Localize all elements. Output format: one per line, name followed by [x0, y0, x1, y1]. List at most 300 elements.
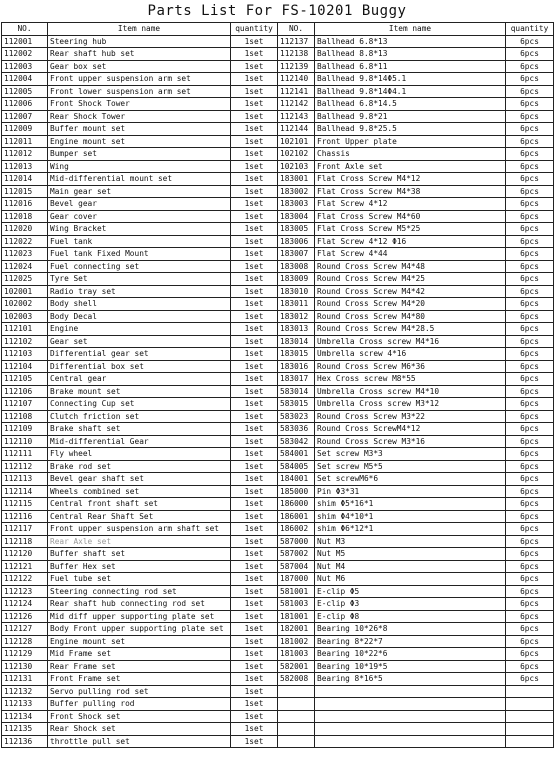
table-row [2, 310, 554, 323]
item-name-cell [315, 710, 506, 723]
item-name-cell: Central Rear Shaft Set [48, 510, 231, 523]
part-number-cell: 102101 [278, 135, 315, 148]
item-name-cell: Gear box set [48, 60, 231, 73]
table-row [2, 98, 554, 111]
quantity-cell: 6pcs [506, 160, 554, 173]
quantity-cell: 1set [231, 698, 278, 711]
header-item-right: Item name [315, 23, 506, 36]
quantity-cell [506, 698, 554, 711]
item-name-cell: Front Upper plate [315, 135, 506, 148]
quantity-cell: 6pcs [506, 48, 554, 61]
table-row [2, 260, 554, 273]
quantity-cell: 6pcs [506, 610, 554, 623]
part-number-cell: 183004 [278, 210, 315, 223]
quantity-cell: 1set [231, 660, 278, 673]
quantity-cell: 1set [231, 135, 278, 148]
part-number-cell: 112105 [2, 373, 48, 386]
item-name-cell: Front Shock Tower [48, 98, 231, 111]
item-name-cell: Gear cover [48, 210, 231, 223]
table-row [2, 623, 554, 636]
quantity-cell: 6pcs [506, 148, 554, 161]
part-number-cell: 112014 [2, 173, 48, 186]
quantity-cell: 1set [231, 548, 278, 561]
item-name-cell: Main gear set [48, 185, 231, 198]
item-name-cell: Round Cross Screw M4*48 [315, 260, 506, 273]
quantity-cell: 6pcs [506, 460, 554, 473]
part-number-cell: 183015 [278, 348, 315, 361]
item-name-cell: Front Axle set [315, 160, 506, 173]
part-number-cell: 183002 [278, 185, 315, 198]
part-number-cell: 102002 [2, 298, 48, 311]
item-name-cell: Flat Cross Screw M4*60 [315, 210, 506, 223]
item-name-cell: Ballhead 6.8*13 [315, 35, 506, 48]
part-number-cell: 112127 [2, 623, 48, 636]
quantity-cell: 6pcs [506, 373, 554, 386]
item-name-cell: Set screw M5*5 [315, 460, 506, 473]
quantity-cell: 6pcs [506, 85, 554, 98]
part-number-cell: 112121 [2, 560, 48, 573]
item-name-cell: Buffer Hex set [48, 560, 231, 573]
part-number-cell: 182001 [278, 623, 315, 636]
item-name-cell: Round Cross Screw M3*22 [315, 410, 506, 423]
part-number-cell: 112142 [278, 98, 315, 111]
part-number-cell: 584005 [278, 460, 315, 473]
part-number-cell: 112109 [2, 423, 48, 436]
quantity-cell: 6pcs [506, 398, 554, 411]
table-row [2, 585, 554, 598]
quantity-cell: 6pcs [506, 298, 554, 311]
table-row [2, 335, 554, 348]
quantity-cell: 1set [231, 673, 278, 686]
part-number-cell: 183001 [278, 173, 315, 186]
part-number-cell: 112112 [2, 460, 48, 473]
item-name-cell [315, 698, 506, 711]
part-number-cell: 112117 [2, 523, 48, 536]
part-number-cell: 112113 [2, 473, 48, 486]
part-number-cell: 112124 [2, 598, 48, 611]
quantity-cell: 6pcs [506, 448, 554, 461]
item-name-cell: Bevel gear [48, 198, 231, 211]
quantity-cell: 6pcs [506, 598, 554, 611]
table-row [2, 635, 554, 648]
part-number-cell: 183005 [278, 223, 315, 236]
part-number-cell: 112005 [2, 85, 48, 98]
item-name-cell: Round Cross Screw M3*16 [315, 435, 506, 448]
part-number-cell [278, 698, 315, 711]
part-number-cell: 112122 [2, 573, 48, 586]
item-name-cell: Mid diff upper supporting plate set [48, 610, 231, 623]
item-name-cell: Mid-differential Gear [48, 435, 231, 448]
item-name-cell: Central gear [48, 373, 231, 386]
part-number-cell: 112136 [2, 735, 48, 748]
quantity-cell: 6pcs [506, 485, 554, 498]
quantity-cell: 6pcs [506, 360, 554, 373]
header-no-right: NO. [278, 23, 315, 36]
item-name-cell: Bearing 10*26*8 [315, 623, 506, 636]
quantity-cell [506, 723, 554, 736]
part-number-cell: 183014 [278, 335, 315, 348]
item-name-cell: Rear shaft hub set [48, 48, 231, 61]
parts-table [1, 22, 554, 748]
part-number-cell: 112111 [2, 448, 48, 461]
item-name-cell: Nut M5 [315, 548, 506, 561]
part-number-cell: 112102 [2, 335, 48, 348]
part-number-cell: 112108 [2, 410, 48, 423]
item-name-cell: Ballhead 9.8*14Φ5.1 [315, 73, 506, 86]
quantity-cell: 1set [231, 473, 278, 486]
table-row [2, 173, 554, 186]
quantity-cell: 6pcs [506, 560, 554, 573]
quantity-cell: 6pcs [506, 73, 554, 86]
quantity-cell: 1set [231, 635, 278, 648]
part-number-cell: 581003 [278, 598, 315, 611]
part-number-cell: 112009 [2, 123, 48, 136]
table-row [2, 448, 554, 461]
part-number-cell: 583036 [278, 423, 315, 436]
quantity-cell: 6pcs [506, 585, 554, 598]
item-name-cell: Flat Screw 4*12 Φ16 [315, 235, 506, 248]
part-number-cell: 186002 [278, 523, 315, 536]
part-number-cell: 582001 [278, 660, 315, 673]
quantity-cell: 6pcs [506, 548, 554, 561]
table-row [2, 685, 554, 698]
quantity-cell: 1set [231, 60, 278, 73]
table-row [2, 273, 554, 286]
item-name-cell: Wing [48, 160, 231, 173]
item-name-cell: Mid Frame set [48, 648, 231, 661]
item-name-cell: Bearing 10*19*5 [315, 660, 506, 673]
part-number-cell: 112018 [2, 210, 48, 223]
item-name-cell: Nut M3 [315, 535, 506, 548]
part-number-cell: 112023 [2, 248, 48, 261]
quantity-cell: 1set [231, 248, 278, 261]
quantity-cell: 1set [231, 723, 278, 736]
item-name-cell: Umbrella screw 4*16 [315, 348, 506, 361]
quantity-cell: 1set [231, 398, 278, 411]
quantity-cell [506, 685, 554, 698]
quantity-cell: 1set [231, 98, 278, 111]
quantity-cell: 1set [231, 573, 278, 586]
quantity-cell: 1set [231, 523, 278, 536]
table-row [2, 160, 554, 173]
quantity-cell: 6pcs [506, 185, 554, 198]
part-number-cell: 112016 [2, 198, 48, 211]
item-name-cell: Round Cross Screw M4*42 [315, 285, 506, 298]
part-number-cell: 183013 [278, 323, 315, 336]
quantity-cell: 1set [231, 435, 278, 448]
part-number-cell: 587000 [278, 535, 315, 548]
part-number-cell: 112137 [278, 35, 315, 48]
part-number-cell: 587004 [278, 560, 315, 573]
item-name-cell: Steering connecting rod set [48, 585, 231, 598]
part-number-cell: 183003 [278, 198, 315, 211]
part-number-cell: 112134 [2, 710, 48, 723]
part-number-cell: 583014 [278, 385, 315, 398]
quantity-cell [506, 735, 554, 748]
item-name-cell: E-clip Φ8 [315, 610, 506, 623]
quantity-cell: 1set [231, 273, 278, 286]
quantity-cell: 1set [231, 123, 278, 136]
quantity-cell: 1set [231, 485, 278, 498]
part-number-cell: 112106 [2, 385, 48, 398]
quantity-cell: 1set [231, 385, 278, 398]
quantity-cell: 1set [231, 35, 278, 48]
header-no-left: NO. [2, 23, 48, 36]
quantity-cell: 1set [231, 648, 278, 661]
item-name-cell: Buffer pulling rod [48, 698, 231, 711]
item-name-cell: Gear set [48, 335, 231, 348]
table-row [2, 673, 554, 686]
quantity-cell: 1set [231, 410, 278, 423]
quantity-cell: 6pcs [506, 635, 554, 648]
quantity-cell: 1set [231, 185, 278, 198]
quantity-cell: 1set [231, 360, 278, 373]
quantity-cell: 1set [231, 373, 278, 386]
table-row [2, 235, 554, 248]
quantity-cell: 1set [231, 323, 278, 336]
quantity-cell: 6pcs [506, 135, 554, 148]
quantity-cell: 1set [231, 685, 278, 698]
part-number-cell: 112001 [2, 35, 48, 48]
quantity-cell: 1set [231, 448, 278, 461]
quantity-cell: 1set [231, 498, 278, 511]
item-name-cell: Central front shaft set [48, 498, 231, 511]
quantity-cell: 1set [231, 298, 278, 311]
quantity-cell: 6pcs [506, 60, 554, 73]
item-name-cell: Round Cross Screw M6*36 [315, 360, 506, 373]
quantity-cell: 1set [231, 48, 278, 61]
part-number-cell: 112013 [2, 160, 48, 173]
table-row [2, 135, 554, 148]
part-number-cell: 183008 [278, 260, 315, 273]
table-row [2, 85, 554, 98]
quantity-cell: 6pcs [506, 473, 554, 486]
quantity-cell: 1set [231, 535, 278, 548]
table-header-row [2, 23, 554, 36]
part-number-cell: 112006 [2, 98, 48, 111]
part-number-cell: 583042 [278, 435, 315, 448]
item-name-cell: Front Shock set [48, 710, 231, 723]
part-number-cell: 183006 [278, 235, 315, 248]
table-row [2, 323, 554, 336]
item-name-cell: Buffer mount set [48, 123, 231, 136]
part-number-cell: 112118 [2, 535, 48, 548]
item-name-cell [315, 685, 506, 698]
item-name-cell: Engine mount set [48, 635, 231, 648]
item-name-cell: Fuel tube set [48, 573, 231, 586]
table-row [2, 435, 554, 448]
item-name-cell: throttle pull set [48, 735, 231, 748]
part-number-cell: 102003 [2, 310, 48, 323]
quantity-cell: 1set [231, 610, 278, 623]
quantity-cell: 6pcs [506, 673, 554, 686]
part-number-cell: 112012 [2, 148, 48, 161]
item-name-cell: Round Cross Screw M4*25 [315, 273, 506, 286]
quantity-cell: 1set [231, 110, 278, 123]
part-number-cell: 112104 [2, 360, 48, 373]
table-row [2, 385, 554, 398]
quantity-cell: 6pcs [506, 260, 554, 273]
quantity-cell: 6pcs [506, 248, 554, 261]
item-name-cell: Umbrella Cross screw M4*16 [315, 335, 506, 348]
table-row [2, 698, 554, 711]
quantity-cell: 6pcs [506, 335, 554, 348]
part-number-cell: 112022 [2, 235, 48, 248]
item-name-cell: Mid-differential mount set [48, 173, 231, 186]
part-number-cell: 583015 [278, 398, 315, 411]
table-row [2, 485, 554, 498]
item-name-cell: Body shell [48, 298, 231, 311]
part-number-cell: 112120 [2, 548, 48, 561]
table-row [2, 610, 554, 623]
item-name-cell: Fuel tank [48, 235, 231, 248]
part-number-cell: 583023 [278, 410, 315, 423]
table-row [2, 48, 554, 61]
part-number-cell: 112116 [2, 510, 48, 523]
item-name-cell: Hex Cross screw M8*55 [315, 373, 506, 386]
part-number-cell: 183017 [278, 373, 315, 386]
item-name-cell: shim Φ4*10*1 [315, 510, 506, 523]
part-number-cell: 112132 [2, 685, 48, 698]
table-row [2, 598, 554, 611]
quantity-cell: 6pcs [506, 273, 554, 286]
quantity-cell [506, 710, 554, 723]
item-name-cell: Ballhead 9.8*14Φ4.1 [315, 85, 506, 98]
quantity-cell: 1set [231, 623, 278, 636]
part-number-cell: 181003 [278, 648, 315, 661]
table-row [2, 498, 554, 511]
part-number-cell: 184001 [278, 473, 315, 486]
item-name-cell: Fuel connecting set [48, 260, 231, 273]
part-number-cell: 112139 [278, 60, 315, 73]
table-row [2, 185, 554, 198]
part-number-cell: 183007 [278, 248, 315, 261]
quantity-cell: 1set [231, 173, 278, 186]
part-number-cell [278, 723, 315, 736]
item-name-cell: Front upper suspension arm shaft set [48, 523, 231, 536]
quantity-cell: 1set [231, 160, 278, 173]
part-number-cell: 581001 [278, 585, 315, 598]
table-row [2, 373, 554, 386]
item-name-cell: Bearing 8*22*7 [315, 635, 506, 648]
part-number-cell: 183009 [278, 273, 315, 286]
quantity-cell: 1set [231, 235, 278, 248]
table-row [2, 73, 554, 86]
header-item-left: Item name [48, 23, 231, 36]
quantity-cell: 1set [231, 735, 278, 748]
quantity-cell: 6pcs [506, 348, 554, 361]
quantity-cell: 1set [231, 335, 278, 348]
table-row [2, 110, 554, 123]
part-number-cell: 183012 [278, 310, 315, 323]
table-row [2, 510, 554, 523]
quantity-cell: 6pcs [506, 235, 554, 248]
quantity-cell: 1set [231, 460, 278, 473]
part-number-cell: 181002 [278, 635, 315, 648]
part-number-cell: 112007 [2, 110, 48, 123]
item-name-cell: Radio tray set [48, 285, 231, 298]
item-name-cell: Wheels combined set [48, 485, 231, 498]
item-name-cell: Body Decal [48, 310, 231, 323]
item-name-cell: Bearing 8*16*5 [315, 673, 506, 686]
quantity-cell: 1set [231, 710, 278, 723]
item-name-cell: Round Cross ScrewM4*12 [315, 423, 506, 436]
quantity-cell: 6pcs [506, 198, 554, 211]
table-row [2, 648, 554, 661]
table-row [2, 285, 554, 298]
item-name-cell: Ballhead 8.8*13 [315, 48, 506, 61]
quantity-cell: 1set [231, 310, 278, 323]
quantity-cell: 6pcs [506, 573, 554, 586]
item-name-cell: Ballhead 6.8*14.5 [315, 98, 506, 111]
quantity-cell: 1set [231, 223, 278, 236]
table-row [2, 535, 554, 548]
quantity-cell: 1set [231, 423, 278, 436]
part-number-cell: 112025 [2, 273, 48, 286]
part-number-cell: 112131 [2, 673, 48, 686]
part-number-cell: 112123 [2, 585, 48, 598]
item-name-cell: shim Φ6*12*1 [315, 523, 506, 536]
table-row [2, 460, 554, 473]
part-number-cell: 183010 [278, 285, 315, 298]
item-name-cell: Front lower suspension arm set [48, 85, 231, 98]
part-number-cell: 183011 [278, 298, 315, 311]
table-row [2, 248, 554, 261]
part-number-cell: 112126 [2, 610, 48, 623]
part-number-cell: 112128 [2, 635, 48, 648]
quantity-cell: 1set [231, 148, 278, 161]
quantity-cell: 6pcs [506, 410, 554, 423]
item-name-cell: Flat Screw 4*12 [315, 198, 506, 211]
item-name-cell: Umbrella Cross screw M3*12 [315, 398, 506, 411]
part-number-cell: 187000 [278, 573, 315, 586]
table-row [2, 148, 554, 161]
part-number-cell [278, 685, 315, 698]
quantity-cell: 1set [231, 260, 278, 273]
quantity-cell: 1set [231, 510, 278, 523]
item-name-cell: Fuel tank Fixed Mount [48, 248, 231, 261]
item-name-cell: Wing Bracket [48, 223, 231, 236]
part-number-cell: 185000 [278, 485, 315, 498]
item-name-cell: Connecting Cup set [48, 398, 231, 411]
quantity-cell: 1set [231, 73, 278, 86]
item-name-cell: Chassis [315, 148, 506, 161]
quantity-cell: 6pcs [506, 223, 554, 236]
table-row [2, 410, 554, 423]
item-name-cell: Fly wheel [48, 448, 231, 461]
quantity-cell: 1set [231, 585, 278, 598]
item-name-cell: Ballhead 9.8*21 [315, 110, 506, 123]
quantity-cell: 6pcs [506, 523, 554, 536]
item-name-cell: Bearing 10*22*6 [315, 648, 506, 661]
item-name-cell: shim Φ5*16*1 [315, 498, 506, 511]
table-row [2, 660, 554, 673]
item-name-cell: Pin Φ3*31 [315, 485, 506, 498]
item-name-cell: Round Cross Screw M4*20 [315, 298, 506, 311]
item-name-cell: E-clip Φ5 [315, 585, 506, 598]
item-name-cell: Servo pulling rod set [48, 685, 231, 698]
part-number-cell: 102102 [278, 148, 315, 161]
part-number-cell: 112115 [2, 498, 48, 511]
quantity-cell: 6pcs [506, 323, 554, 336]
item-name-cell: Nut M6 [315, 573, 506, 586]
item-name-cell: Nut M4 [315, 560, 506, 573]
header-qty-left: quantity [231, 23, 278, 36]
part-number-cell: 186001 [278, 510, 315, 523]
item-name-cell: Brake shaft set [48, 423, 231, 436]
item-name-cell: Differential gear set [48, 348, 231, 361]
part-number-cell: 582008 [278, 673, 315, 686]
